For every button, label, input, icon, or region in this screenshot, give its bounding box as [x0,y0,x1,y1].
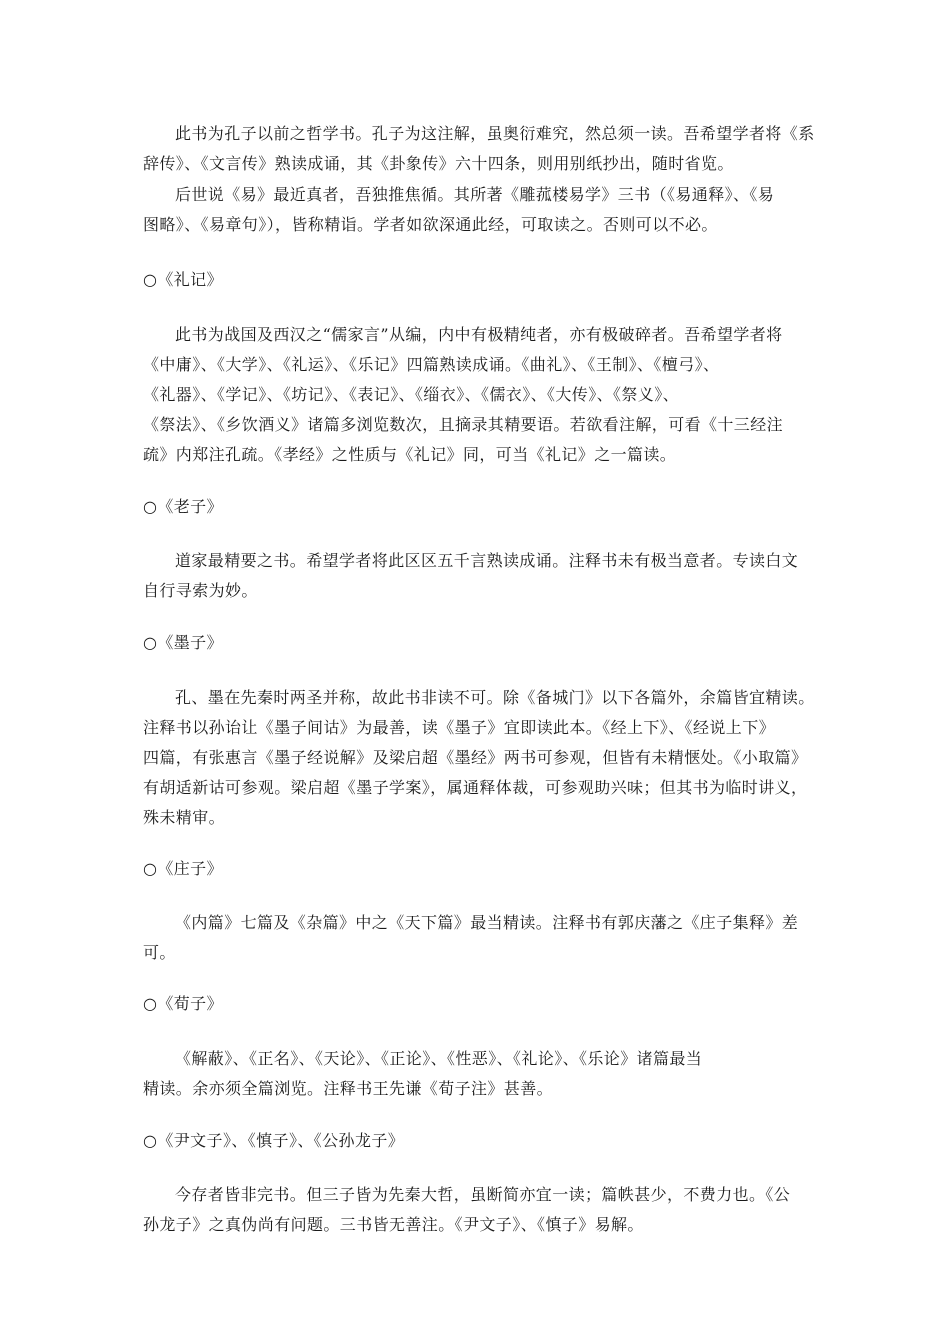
section-heading-liji: ○《礼记》 [143,270,223,289]
paragraph-line: 《礼器》、《学记》、《坊记》、《表记》、《缁衣》、《儒衣》、《大传》、《祭义》、 [143,385,680,404]
paragraph-line: 可。 [143,943,176,962]
paragraph-line: 自行寻索为妙。 [143,581,258,600]
section-heading-xunzi: ○《荀子》 [143,994,223,1013]
section-heading-zhuangzi: ○《庄子》 [143,859,223,878]
section-heading-laozi: ○《老子》 [143,497,223,516]
paragraph-line: 《解蔽》、《正名》、《天论》、《正论》、《性恶》、《礼论》、《乐论》诸篇最当 [175,1049,703,1068]
paragraph-line: 有胡适新诂可参观。梁启超《墨子学案》，属通释体裁，可参观助兴味；但其书为临时讲义， [143,778,808,797]
section-heading-mozi: ○《墨子》 [143,633,223,652]
paragraph-line: 四篇，有张惠言《墨子经说解》及梁启超《墨经》两书可参观，但皆有未精惬处。《小取篇》 [143,748,808,767]
paragraph-line: 图略》、《易章句》），皆称精诣。学者如欲深通此经，可取读之。否则可以不必。 [143,215,718,234]
paragraph-line: 今存者皆非完书。但三子皆为先秦大哲，虽断简亦宜一读；篇帙甚少，不费力也。《公 [175,1185,791,1204]
paragraph-line: 注释书以孙诒让《墨子间诂》为最善，读《墨子》宜即读此本。《经上下》、《经说上下》 [143,718,776,737]
paragraph-line: 此书为孔子以前之哲学书。孔子为这注解，虽奥衍难究，然总须一读。吾希望学者将《系 [175,124,815,143]
paragraph-line: 此书为战国及西汉之“儒家言”从编，内中有极精纯者，亦有极破碎者。吾希望学者将 [175,325,783,344]
paragraph-line: 疏》内郑注孔疏。《孝经》之性质与《礼记》同，可当《礼记》之一篇读。 [143,445,677,464]
paragraph-line: 孔、墨在先秦时两圣并称，故此书非读不可。除《备城门》以下各篇外，余篇皆宜精读。 [175,688,815,707]
paragraph-line: 精读。余亦须全篇浏览。注释书王先谦《荀子注》甚善。 [143,1079,554,1098]
paragraph-line: 殊未精审。 [143,808,226,827]
section-heading-yinwen: ○《尹文子》、《慎子》、《公孙龙子》 [143,1131,405,1150]
paragraph-line: 后世说《易》最近真者，吾独推焦循。其所著《雕菰楼易学》三书（《易通释》、《易 [175,185,775,204]
paragraph-line: 《祭法》、《乡饮酒义》诸篇多浏览数次，且摘录其精要语。若欲看注解，可看《十三经注 [143,415,784,434]
paragraph-line: 孙龙子》之真伪尚有问题。三书皆无善注。《尹文子》、《慎子》易解。 [143,1215,644,1234]
paragraph-line: 《中庸》、《大学》、《礼运》、《乐记》四篇熟读成诵。《曲礼》、《王制》、《檀弓》、 [143,355,720,374]
paragraph-line: 《内篇》七篇及《杂篇》中之《天下篇》最当精读。注释书有郭庆藩之《庄子集释》差 [175,913,799,932]
paragraph-line: 辞传》、《文言传》熟读成诵，其《卦象传》六十四条，则用别纸抄出，随时省览。 [143,154,734,173]
paragraph-line: 道家最精要之书。希望学者将此区区五千言熟读成诵。注释书未有极当意者。专读白文 [175,551,799,570]
